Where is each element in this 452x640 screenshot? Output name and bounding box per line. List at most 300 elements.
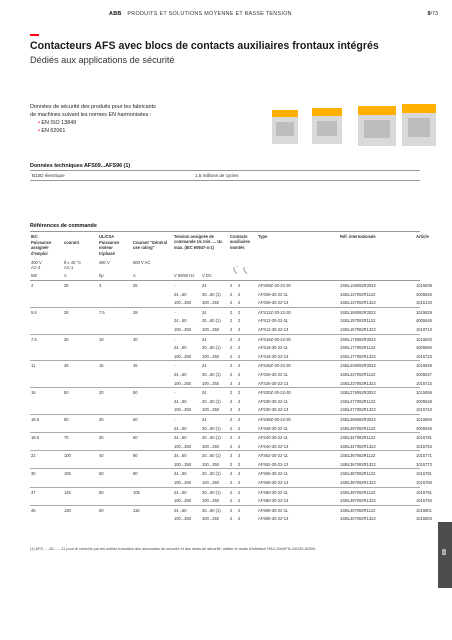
cell-article: 4005566 — [416, 345, 432, 351]
cell-uc-dc: 100...250 — [202, 498, 220, 504]
cell-ref: 1SBL236082R3022 — [340, 363, 376, 369]
cell-contacts-nc: 2 — [238, 453, 241, 459]
cell-contacts-no: 2 — [230, 489, 233, 495]
cell-uc-ac: 24...60 — [174, 425, 187, 431]
header-section: PRODUITS ET SOLUTIONS MOYENNE ET BASSE TENSION — [127, 11, 292, 17]
table-row — [30, 442, 432, 451]
table-row — [30, 343, 432, 352]
cell-current-ac1: 50 — [64, 416, 69, 422]
col-type: Type — [258, 234, 268, 239]
table-row — [30, 432, 432, 442]
cell-contacts-nc: 2 — [238, 489, 241, 495]
cell-contacts-no: 2 — [230, 345, 233, 351]
col-courant: courant — [64, 240, 80, 245]
table-row — [30, 387, 432, 397]
cell-ref: 1SBL277082R1322 — [340, 407, 376, 413]
cell-uc-ac: 24...60 — [174, 291, 187, 297]
cell-ref: 1SBL296082R3022 — [340, 416, 376, 422]
cell-power-hp: 7.5 — [99, 309, 105, 315]
cell-uc-ac: 100...250 — [174, 353, 192, 359]
cell-uc-ac: 24...60 — [174, 371, 187, 377]
cell-uc-dc: 24 — [202, 336, 207, 342]
cell-contacts-no: 2 — [230, 416, 233, 422]
cell-power-kw: 30 — [31, 471, 36, 477]
cell-contacts-nc: 2 — [238, 345, 241, 351]
cell-power-kw: 15 — [31, 390, 36, 396]
cell-ref: 1SBL137082R1322 — [340, 300, 376, 306]
cell-type: AFS30-30-22-11 — [258, 398, 288, 404]
cell-article: 1015743 — [416, 407, 432, 413]
cell-article: 1015783 — [416, 480, 432, 486]
table-row — [30, 496, 432, 505]
cell-uc-dc: 20...60 (1) — [202, 345, 221, 351]
brand-name: ABB — [109, 11, 122, 17]
cell-contacts-nc: 2 — [238, 309, 241, 315]
cell-power-kw: 11 — [31, 363, 36, 369]
unit-400v: 400 V — [31, 260, 42, 265]
cell-article: 1019713 — [416, 326, 432, 332]
cell-contacts-no: 2 — [230, 380, 233, 386]
unit-a2: A — [133, 273, 136, 278]
table-row — [30, 505, 432, 515]
cell-type: AFS26-30-22-11 — [258, 371, 288, 377]
cell-type: AFS16-30-22-13 — [258, 353, 289, 359]
cell-article: 1015833 — [416, 336, 432, 342]
cell-contacts-no: 2 — [230, 353, 233, 359]
cell-contacts-no: 2 — [230, 516, 233, 522]
cell-uc-ac: 100...250 — [174, 300, 192, 306]
cell-type: AFS12Z-30-22-30 — [258, 309, 291, 315]
cell-ref: 1SBL277082R1122 — [340, 398, 376, 404]
table-row — [30, 424, 432, 433]
cell-article: 1015723 — [416, 380, 432, 386]
cell-ref: 1SBL176082R3022 — [340, 336, 376, 342]
col-courant-general: Courant "Général use rating" — [133, 240, 168, 251]
cell-current-ac1: 45 — [64, 363, 69, 369]
table-row — [30, 307, 432, 317]
cell-current-ac1: 130 — [64, 507, 71, 513]
cell-current-general: 45 — [133, 363, 138, 369]
cell-uc-ac: - — [174, 336, 176, 342]
col-p-emploi: Puissance assignée d'emploi — [31, 240, 52, 256]
unit-ac3: AC-3 — [31, 265, 41, 270]
cell-uc-dc: 20...60 (1) — [202, 371, 221, 377]
cell-ref: 1SBL177082R1322 — [340, 353, 376, 359]
cell-current-general: 90 — [133, 471, 138, 477]
cell-uc-dc: 100...250 — [202, 461, 220, 467]
cell-current-ac1: 30 — [64, 336, 69, 342]
cell-current-general: 30 — [133, 336, 138, 342]
unit-480v: 480 V — [99, 260, 110, 265]
table-row — [30, 397, 432, 406]
intro-text — [30, 103, 156, 135]
cell-article: 1015829 — [416, 309, 432, 315]
cell-type: AFS30Z-30-22-30 — [258, 390, 291, 396]
cell-article: 1015781 — [416, 435, 432, 441]
cell-contacts-nc: 2 — [238, 326, 241, 332]
col-contacts: Contacts auxiliaires montés — [230, 234, 251, 250]
table-row — [30, 468, 432, 478]
unit-vdc: V DC — [202, 273, 212, 278]
cell-contacts-nc: 2 — [238, 516, 241, 522]
cell-article: 1015803 — [416, 516, 432, 522]
cell-power-hp: 50 — [99, 471, 104, 477]
cell-uc-dc: 100...250 — [202, 300, 220, 306]
cell-power-kw: 37 — [31, 489, 36, 495]
cell-contacts-no: 2 — [230, 300, 233, 306]
cell-type: AFS65-30-22-11 — [258, 471, 288, 477]
cell-current-general: 25 — [133, 283, 138, 288]
cell-article: 1015801 — [416, 507, 432, 513]
cell-type: AFS38-30-22-11 — [258, 425, 288, 431]
cell-current-ac1: 28 — [64, 309, 69, 315]
cell-contacts-no: 2 — [230, 336, 233, 342]
cell-uc-ac: - — [174, 390, 176, 396]
cell-contacts-nc: 2 — [238, 380, 241, 386]
cell-power-hp: 3 — [99, 283, 102, 288]
cell-uc-ac: 24...60 — [174, 318, 187, 324]
cell-article: 1015869 — [416, 416, 432, 422]
page-header — [109, 11, 292, 17]
table-row — [30, 514, 432, 523]
cell-contacts-nc: 2 — [238, 443, 241, 449]
cell-contacts-no: 2 — [230, 461, 233, 467]
cell-power-hp: 40 — [99, 453, 104, 459]
cell-current-ac1: 105 — [64, 471, 71, 477]
cell-current-ac1: 70 — [64, 435, 69, 441]
cell-ref: 1SBL297082R1122 — [340, 425, 376, 431]
col-article: Article — [416, 234, 429, 239]
cell-contacts-no: 2 — [230, 283, 233, 288]
contactors-photo — [262, 104, 437, 146]
cell-uc-ac: 100...250 — [174, 498, 192, 504]
page-current: 9 — [427, 11, 431, 17]
order-table-header — [30, 231, 429, 281]
table-row — [30, 334, 432, 344]
cell-contacts-nc: 2 — [238, 507, 241, 513]
cell-article: 1015781 — [416, 471, 432, 477]
cell-uc-dc: 20...60 (1) — [202, 489, 221, 495]
cell-type: AFS52-30-22-11 — [258, 453, 288, 459]
page-number — [428, 11, 439, 17]
cell-type: AFS80-30-22-13 — [258, 498, 289, 504]
cell-type: AFS30-30-22-13 — [258, 407, 289, 413]
cell-uc-ac: - — [174, 416, 176, 422]
cell-contacts-no: 2 — [230, 309, 233, 315]
table-row — [30, 370, 432, 379]
cell-contacts-nc: 2 — [238, 291, 241, 297]
table-row — [30, 298, 432, 307]
cell-type: AFS52-30-22-13 — [258, 461, 289, 467]
cell-contacts-nc: 2 — [238, 300, 241, 306]
contactor-medium — [312, 108, 342, 144]
cell-uc-dc: 20...60 (1) — [202, 291, 221, 297]
cell-type: AFS26-30-22-13 — [258, 380, 289, 386]
chapter-tab — [438, 522, 452, 588]
cell-contacts-nc: 2 — [238, 318, 241, 324]
standards-list — [38, 119, 156, 135]
unit-kw: kW — [31, 273, 37, 278]
cell-ref: 1SBL136082R3022 — [340, 283, 376, 288]
cell-article: 1015791 — [416, 489, 432, 495]
cell-uc-dc: 100...250 — [202, 353, 220, 359]
unit-hp: hp — [99, 273, 104, 278]
contactor-small — [272, 110, 298, 144]
cell-type: AFS09Z-30-22-30 — [258, 283, 291, 288]
specs-title: Données techniques AFS09...AFS96 (1) — [30, 163, 131, 169]
cell-power-hp: 30 — [99, 435, 104, 441]
cell-uc-ac: - — [174, 283, 176, 288]
cell-ref: 1SBL397082R1322 — [340, 498, 376, 504]
cell-type: AFS12-30-22-11 — [258, 318, 288, 324]
cell-power-hp: 20 — [99, 416, 104, 422]
cell-uc-ac: 24...60 — [174, 507, 187, 513]
cell-article: 4005549 — [416, 425, 432, 431]
cell-uc-dc: 20...60 (1) — [202, 507, 221, 513]
col-tension: Tension assignée de commande Uc min. ... Uc max. (IEC 60947-4-1) — [174, 234, 223, 250]
cell-type: AFS09-30-22-11 — [258, 291, 288, 297]
cell-ref: 1SBL347082R1322 — [340, 443, 376, 449]
unit-a: A — [64, 273, 67, 278]
cell-article: 1015839 — [416, 283, 432, 288]
cell-uc-dc: 20...60 (1) — [202, 398, 221, 404]
specs-table — [30, 170, 420, 181]
cell-contacts-no: 2 — [230, 425, 233, 431]
cell-ref: 1SBL237082R1322 — [340, 380, 376, 386]
cell-power-kw: 7.5 — [31, 336, 37, 342]
cell-contacts-no: 2 — [230, 407, 233, 413]
cell-type: AFS16-30-22-11 — [258, 345, 288, 351]
table-row — [30, 379, 432, 388]
cell-current-ac1: 50 — [64, 390, 69, 396]
cell-uc-ac: 24...60 — [174, 398, 187, 404]
cell-type: AFS40-30-22-11 — [258, 435, 288, 441]
cell-type: AFS40-30-22-13 — [258, 443, 289, 449]
cell-contacts-no: 2 — [230, 443, 233, 449]
cell-current-general: 28 — [133, 309, 138, 315]
cell-type: AFS96-30-22-11 — [258, 507, 288, 513]
cell-type: AFS65-30-22-13 — [258, 480, 289, 486]
cell-contacts-no: 2 — [230, 371, 233, 377]
cell-ref: 1SBL177082R1122 — [340, 345, 376, 351]
cell-contacts-no: 2 — [230, 480, 233, 486]
contactor-xl — [402, 104, 436, 146]
cell-contacts-nc: 2 — [238, 480, 241, 486]
table-row — [30, 460, 432, 469]
cell-uc-ac: - — [174, 309, 176, 315]
cell-contacts-nc: 2 — [238, 363, 241, 369]
cell-current-general: 50 — [133, 390, 138, 396]
cell-uc-ac: - — [174, 363, 176, 369]
cell-uc-ac: 100...250 — [174, 407, 192, 413]
cell-uc-ac: 100...250 — [174, 461, 192, 467]
standard-item: • EN ISO 13849 — [38, 119, 156, 127]
cell-article: 1015723 — [416, 353, 432, 359]
specs-label: B10D électrique — [32, 173, 65, 178]
cell-uc-dc: 100...250 — [202, 407, 220, 413]
cell-uc-dc: 100...250 — [202, 516, 220, 522]
table-row — [30, 290, 432, 299]
cell-ref: 1SBL407082R1122 — [340, 507, 376, 513]
col-ref: Réf. internationale — [340, 234, 376, 239]
cell-power-kw: 18.5 — [31, 435, 39, 441]
table-row — [30, 360, 432, 370]
cell-current-general: 115 — [133, 507, 140, 513]
cell-contacts-no: 2 — [230, 398, 233, 404]
specs-row — [30, 171, 420, 180]
col-iec: IEC — [31, 234, 38, 239]
cell-current-general: 50 — [133, 416, 138, 422]
cell-power-kw: 4 — [31, 283, 34, 288]
cell-ref: 1SBL157082R1322 — [340, 326, 376, 332]
cell-current-ac1: 25 — [64, 283, 69, 288]
page-total: /73 — [430, 11, 438, 17]
table-row — [30, 352, 432, 361]
table-row — [30, 281, 432, 290]
cell-uc-ac: 24...60 — [174, 435, 187, 441]
cell-article: 1015793 — [416, 498, 432, 504]
table-row — [30, 478, 432, 487]
intro-line-2: de machines suivant les normes EN harmonisées : — [30, 112, 152, 118]
standard-item: • EN 62061 — [38, 127, 156, 135]
cell-article: 1015763 — [416, 443, 432, 449]
page-title: Contacteurs AFS avec blocs de contacts auxiliaires frontaux intégrés — [30, 40, 379, 52]
footnote: (1) AFS ... -30- ... -11 pour le contrôle par les sorties transistor des automates de sécurité et des relais de sécurité, utiliser le relais d'interface RA4-10AKFN-24/230-82000. — [30, 547, 317, 551]
cell-uc-dc: 24 — [202, 416, 207, 422]
cell-type: AFS38Z-30-22-30 — [258, 416, 291, 422]
cell-ref: 1SBL387082R1122 — [340, 471, 376, 477]
cell-power-kw: 45 — [31, 507, 36, 513]
cell-ref: 1SBL387082R1322 — [340, 480, 376, 486]
cell-article: 4005548 — [416, 398, 432, 404]
table-row — [30, 405, 432, 414]
order-table — [30, 231, 432, 523]
cell-contacts-no: 2 — [230, 390, 233, 396]
contact-symbol-icon — [232, 266, 254, 276]
accent-bar — [30, 34, 39, 36]
cell-uc-ac: 100...250 — [174, 380, 192, 386]
cell-uc-dc: 20...60 (1) — [202, 425, 221, 431]
cell-article: 1015859 — [416, 390, 432, 396]
cell-uc-ac: 24...60 — [174, 453, 187, 459]
cell-contacts-nc: 2 — [238, 435, 241, 441]
cell-current-general: 80 — [133, 453, 138, 459]
cell-contacts-no: 2 — [230, 363, 233, 369]
cell-contacts-nc: 2 — [238, 416, 241, 422]
table-row — [30, 325, 432, 334]
cell-contacts-nc: 2 — [238, 390, 241, 396]
unit-600v: 600 V AC — [133, 260, 151, 265]
cell-uc-ac: 24...60 — [174, 471, 187, 477]
cell-current-general: 60 — [133, 435, 138, 441]
cell-power-hp: 60 — [99, 507, 104, 513]
cell-type: AFS09-30-22-13 — [258, 300, 289, 306]
cell-uc-dc: 100...250 — [202, 380, 220, 386]
cell-contacts-no: 2 — [230, 471, 233, 477]
cell-article: 1015133 — [416, 300, 432, 306]
page-subtitle: Dédiés aux applications de sécurité — [30, 55, 175, 65]
cell-ref: 1SBL156082R3022 — [340, 309, 376, 315]
cell-ref: 1SBL157082R1122 — [340, 318, 376, 324]
cell-contacts-no: 2 — [230, 498, 233, 504]
cell-ref: 1SBL347082R1122 — [340, 435, 376, 441]
cell-uc-dc: 24 — [202, 283, 207, 288]
cell-contacts-no: 2 — [230, 453, 233, 459]
cell-contacts-no: 2 — [230, 326, 233, 332]
cell-contacts-nc: 2 — [238, 461, 241, 467]
cell-power-kw: 22 — [31, 453, 36, 459]
cell-contacts-nc: 2 — [238, 371, 241, 377]
cell-power-hp: 60 — [99, 489, 104, 495]
table-row — [30, 414, 432, 424]
cell-uc-dc: 24 — [202, 363, 207, 369]
cell-ref: 1SBL237082R1122 — [340, 371, 376, 377]
table-row — [30, 487, 432, 497]
cell-ref: 1SBL137082R1122 — [340, 291, 376, 297]
cell-uc-dc: 20...60 (1) — [202, 471, 221, 477]
cell-type: AFS96-30-22-13 — [258, 516, 289, 522]
intro-line-1: Données de sécurité des produits pour les fabricants — [30, 104, 156, 110]
cell-article: 1015771 — [416, 453, 432, 459]
cell-ref: 1SBL397082R1122 — [340, 489, 376, 495]
specs-value: 1,5 millions de cycles — [195, 173, 239, 178]
cell-ref: 1SBL276082R3022 — [340, 390, 376, 396]
cell-uc-ac: 100...250 — [174, 443, 192, 449]
cell-type: AFS16Z-30-22-30 — [258, 336, 291, 342]
chapter-number: 69 — [442, 549, 448, 555]
cell-power-kw: 18.5 — [31, 416, 39, 422]
cell-uc-dc: 100...250 — [202, 443, 220, 449]
cell-contacts-nc: 2 — [238, 398, 241, 404]
cell-contacts-no: 2 — [230, 507, 233, 513]
cell-current-ac1: 125 — [64, 489, 71, 495]
order-table-body — [30, 281, 432, 523]
table-row — [30, 316, 432, 325]
cell-article: 1015849 — [416, 363, 432, 369]
unit-ta: θ ≤ 40 °C — [64, 260, 82, 265]
order-references-title: Références de commande — [30, 223, 97, 229]
cell-contacts-nc: 2 — [238, 407, 241, 413]
table-row — [30, 450, 432, 460]
cell-uc-dc: 24 — [202, 390, 207, 396]
cell-uc-ac: 100...250 — [174, 326, 192, 332]
cell-uc-ac: 100...250 — [174, 480, 192, 486]
col-p-moteur: Puissance moteur triphasé — [99, 240, 120, 256]
cell-ref: 1SBL367082R1122 — [340, 453, 376, 459]
cell-uc-dc: 100...250 — [202, 480, 220, 486]
cell-power-hp: 10 — [99, 336, 104, 342]
unit-ac1: AC-1 — [64, 265, 74, 270]
contactor-large — [358, 106, 396, 146]
cell-contacts-nc: 2 — [238, 425, 241, 431]
cell-current-general: 105 — [133, 489, 140, 495]
cell-contacts-no: 2 — [230, 435, 233, 441]
cell-contacts-nc: 2 — [238, 336, 241, 342]
cell-power-kw: 5.5 — [31, 309, 37, 315]
col-ulcsa: UL/CSA — [99, 234, 115, 239]
cell-uc-dc: 20...60 (1) — [202, 435, 221, 441]
cell-ref: 1SBL407082R1322 — [340, 516, 376, 522]
cell-contacts-no: 2 — [230, 318, 233, 324]
cell-article: 4005547 — [416, 371, 432, 377]
cell-contacts-nc: 2 — [238, 283, 241, 288]
cell-uc-dc: 20...60 (1) — [202, 453, 221, 459]
cell-power-hp: 15 — [99, 363, 104, 369]
unit-vac: V 50/60 Hz — [174, 273, 195, 278]
cell-article: 4005546 — [416, 291, 432, 297]
cell-current-ac1: 100 — [64, 453, 71, 459]
cell-contacts-no: 2 — [230, 291, 233, 297]
